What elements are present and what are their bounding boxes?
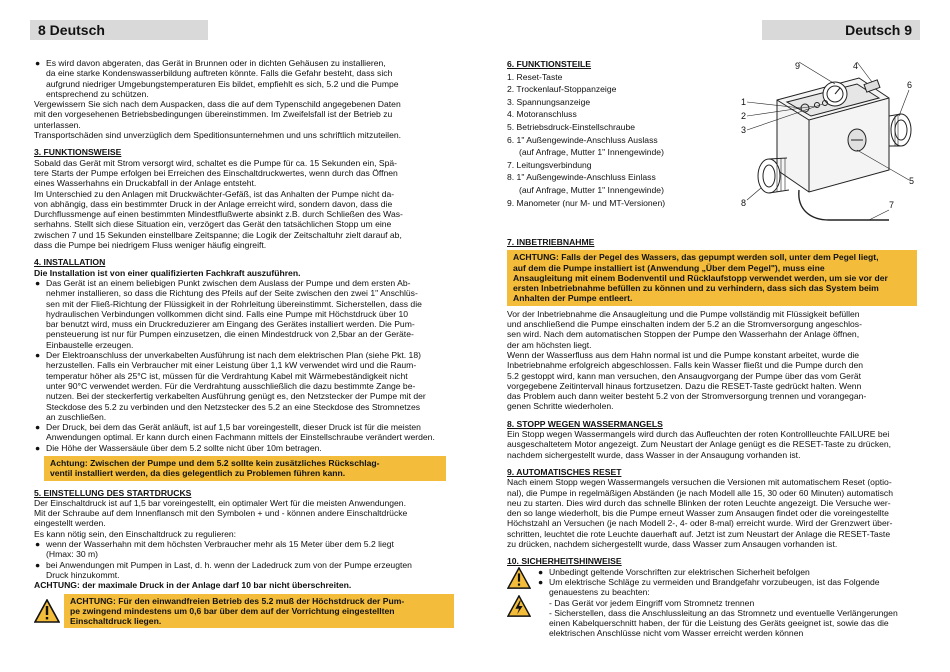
installation-bullet (34, 422, 454, 443)
parts-item: 9. Manometer (nur M- und MT-Versionen) (507, 197, 666, 208)
right-column (507, 58, 917, 639)
intro-bullet-line: aufgrund niedriger Umgebungstemperaturen Eis bildet, empfiehlt es sich, 5.2 und die Pumpe (46, 78, 399, 89)
bullet-line: hydraulischen Verbindungen vollkommen dicht sind. Falls eine Pumpe mit Höchstdruck über 10 (46, 308, 409, 319)
bullet-line: Steckdose des 5.2 zu verbinden und den Netzstecker des 5.2 an eine Steckdose des Stromnetzes (46, 401, 421, 412)
installation-bullet (34, 278, 454, 350)
parts-item: (auf Anfrage, Mutter 1" Innengewinde) (519, 147, 664, 158)
section-line: neu zu starten. Dies wird durch das schnelle Blinken der roten Leuchte angezeigt. Die Versuche wer- (507, 497, 891, 508)
installation-bullet (34, 443, 454, 453)
diagram-label-4: 4 (853, 61, 859, 71)
bullet-line: an zuschließen. (46, 411, 107, 422)
parts-list (507, 58, 732, 209)
section-line: serhahns. Stellt sich diese Situation ein, verzögert das Gerät den tatsächlichen Stopp um eine (34, 219, 392, 230)
bullet-line: bei Anwendungen mit Pumpen in Last, d. h. wenn der Ladedruck zum von der Pumpe erzeugten (46, 559, 412, 570)
bullet-icon: ● (35, 350, 41, 361)
left-column (34, 58, 454, 631)
section-line: Wenn der Wasserfluss aus dem Hahn normal ist und die Pumpe konstant arbeitet, wurde die (507, 349, 860, 360)
bullet-line: (Hmax: 30 m) (46, 549, 99, 560)
section-line: den so lange wiederholt, bis die Pumpe erneut Wasser zum Ansaugen findet oder die voreingestellte (507, 508, 889, 519)
warning-line: Einschaltdruck liegen. (70, 616, 162, 627)
bullet-line: temperatur höher als 25°C ist, müssen für die Verdrahtung Kabel mit Wärmebeständigkeit nicht (46, 370, 408, 381)
warning-triangle-icon (507, 567, 531, 589)
warning-row-hoechstdruck (34, 594, 454, 629)
warning-box-pegel (507, 250, 917, 305)
diagram-label-5: 5 (909, 176, 915, 186)
bullet-icon: ● (35, 539, 41, 550)
section-line: Nach einem Stopp wegen Wassermangels versuchen die Versionen mit automatischem Reset (optio- (507, 477, 892, 488)
installation-bullet (34, 350, 454, 422)
section-title-funktionsweise: 3. FUNKTIONSWEISE (34, 147, 122, 158)
electric-hazard-icon (507, 595, 531, 617)
bullet-icon: ● (35, 58, 41, 68)
bullet-line: Druck hinzukommt. (46, 569, 120, 580)
safety-icons (507, 567, 537, 639)
intro-line: unterlassen. (34, 119, 81, 130)
section-line: Der Einschaltdruck ist auf 1,5 bar voreingestellt, ein optimaler Wert für die meisten Anwendungen. (34, 497, 406, 508)
section-line: genen Schritte wiederholen. (507, 401, 614, 412)
bullet-line: pensteuerung ist nur für Pumpen einzusetzen, die einen Mindestdruck von 2,5bar an der Geräte- (46, 329, 414, 340)
warning-line: pe zwingend mindestens um 0,6 bar über dem auf der Vorrichtung eingestellten (70, 605, 395, 616)
warning-line: Achtung: Zwischen der Pumpe und dem 5.2 sollte kein zusätzliches Rückschlag- (50, 457, 380, 468)
bullet-line: Um elektrische Schläge zu vermeiden und Brandgefahr vorzubeugen, ist das Folgende (549, 576, 880, 587)
intro-line: Transportschäden sind unverzüglich dem Speditionsunternehmen und uns schriftlich mitzuteilen. (34, 130, 402, 141)
warning-line: ACHTUNG: Für den einwandfreien Betrieb des 5.2 muß der Höchstdruck der Pum- (70, 595, 405, 606)
section-line: und anschließend die Pumpe einschalten indem der 5.2 an die Stromversorgung angeschlos- (507, 319, 862, 330)
parts-item: 8. 1" Außengewinde-Anschluss Einlass (507, 172, 656, 183)
warning-line: ventil installiert werden, da dies gelegentlich zu Problemen führen kann. (50, 468, 346, 479)
warning-line: Ansaugleitung mit einem Bodenventil und Rücklaufstopp verwendet werden, um sie vor der (513, 272, 888, 283)
startdruck-bullet (34, 539, 454, 560)
parts-item: 3. Spannungsanzeige (507, 96, 591, 107)
section-title-inbetriebnahme: 7. INBETRIEBNAHME (507, 237, 595, 247)
section-line: das Problem auch dann weiter besteht 5.2 von der Stromversorgung trennen und vorangegan- (507, 391, 867, 402)
warning-line: auf dem die Pumpe installiert ist (Anwendung „Über dem Pegel"), muss eine (513, 262, 825, 273)
bullet-line: bar benutzt wird, muss ein Druckreduzierer am Eingang des Gerätes installiert werden. Die Pum- (46, 319, 415, 330)
diagram-label-7: 7 (889, 200, 895, 210)
section-title-sicherheit: 10. SICHERHEITSHINWEISE (507, 556, 622, 567)
section-line: Sobald das Gerät mit Strom versorgt wird, schaltet es die Pumpe für ca. 15 Sekunden ein, Spä- (34, 157, 398, 168)
intro-bullet-line: Es wird davon abgeraten, das Gerät in Brunnen oder in dichten Gehäusen zu installieren, (46, 58, 386, 68)
bullet-icon: ● (35, 277, 41, 288)
diagram-label-6: 6 (907, 80, 913, 90)
installation-subtitle: Die Installation ist von einer qualifizierten Fachkraft auszuführen. (34, 267, 301, 278)
section-line: zwischen 7 und 15 Sekunden einstellbare Zeitspanne; die Logik der Zeitschaltuhr zielt darauf ab, (34, 229, 402, 240)
bullet-icon: ● (35, 442, 41, 453)
section-line: 5.2 gestoppt wird, kann man versuchen, den Ansaugvorgang der Pumpe über das vom Gerät (507, 370, 861, 381)
safety-bullet (537, 577, 917, 598)
dash-line: elektrischen Anschlüsse nicht vom Wasser erreicht werden können (549, 628, 804, 639)
section-line: vorgegebene Zeitintervall hinaus fortzusetzen. Dazu die RESET-Taste gedrückt halten. Wenn (507, 380, 862, 391)
bullet-line: sen mit der Fließ-Richtung der Flüssigkeit in der Rohrleitung übereinstimmt. Sicherstellen, dass die (46, 298, 422, 309)
section-title-reset: 9. AUTOMATISCHES RESET (507, 466, 622, 477)
section-line: nachdem sichergestellt wurde, dass Wasser in der Ansaugung vorhanden ist. (507, 449, 801, 460)
left-page-header: 8 Deutsch (30, 20, 208, 40)
parts-item: 7. Leitungsverbindung (507, 159, 592, 170)
right-page (475, 0, 950, 672)
diagram-label-2: 2 (741, 111, 747, 121)
sicherheit-text (537, 567, 917, 639)
section-line: Durchflussmenge auf einen bestimmten Mindestflußwerte absinkt z.B. durch Schließen des Was- (34, 209, 403, 220)
section-line: Es kann nötig sein, den Einschaltdruck zu regulieren: (34, 528, 237, 539)
intro-bullet-line: entsprechend zu schützen. (46, 88, 149, 99)
bullet-line: unter 90°C verwendet werden. Für die Verdrahtung ausschließlich die dazu bestimmte Zange be- (46, 380, 416, 391)
section-line: eingestellt werden. (34, 518, 106, 529)
section-line: Höchstzahl an Versuchen (je nach Modell 2-, 4- oder 8-mal) erreicht wurde. Wird der Grenzwert über- (507, 518, 893, 529)
bullet-line: Unbedingt geltende Vorschriften zur elektrischen Sicherheit befolgen (549, 566, 810, 577)
section-line: sen wird. Nach dem automatischen Stoppen der Pumpe den Wasserhahn der Anlage öffnen, (507, 329, 860, 340)
diagram-label-8: 8 (741, 198, 747, 208)
bullet-icon: ● (35, 559, 41, 570)
bullet-line: Der Druck, bei dem das Gerät anläuft, ist auf 1,5 bar voreingestellt, dieser Druck ist für die meisten (46, 422, 421, 433)
warning-box-rueckschlagventil (44, 456, 446, 481)
warning-triangle-icon (34, 599, 60, 623)
parts-item: 5. Betriebsdruck-Einstellschraube (507, 121, 636, 132)
dash-line: - Das Gerät vor jedem Eingriff vom Stromnetz trennen (549, 597, 755, 608)
bullet-icon: ● (538, 566, 544, 577)
section-line: tere Starts der Pumpe erfolgen bei Erreichen des Einschaltdruckwertes, wenn durch das Öffnen (34, 167, 398, 178)
intro-line: mit den vorgesehenen Betriebsbedingungen übereinstimmen. Im Zweifelsfall ist der Betrieb zu (34, 109, 393, 120)
startdruck-bullet (34, 560, 454, 581)
parts-item: 6. 1" Außengewinde-Anschluss Auslass (507, 134, 658, 145)
intro-bullet-line: da eine starke Kondenswasserbildung auftreten könnte. Falls die Gefahr besteht, dass sich (46, 68, 393, 79)
dash-line: einen Kabelquerschnitt haben, der für die Leistung des Geräts geeignet ist, sowie das die (549, 618, 889, 629)
dash-line: - Sicherstellen, dass die Anschlussleitung an das Stromnetz und eventuelle Verlängerungen (549, 607, 898, 618)
bullet-line: Das Gerät ist an einem beliebigen Punkt zwischen dem Auslass der Pumpe und dem ersten Ab- (46, 277, 411, 288)
diagram-label-3: 3 (741, 125, 747, 135)
bullet-line: genauestens zu beachten: (549, 587, 650, 598)
diagram-label-1: 1 (741, 97, 747, 107)
bullet-line: Einbaustelle erzeugen. (46, 339, 134, 350)
bullet-line: nehmer installieren, so dass die Richtung des Pfeils auf der Seite zwischen den zwei 1" Anschlüs- (46, 288, 418, 299)
section-line: der am höchsten liegt. (507, 339, 592, 350)
section-title-funktionsteile: 6. FUNKTIONSTEILE (507, 59, 592, 69)
bullet-line: herzustellen. Falls ein Verbraucher mit einer Leistung über 1,1 kW verwendet wird und die Raum- (46, 360, 417, 371)
funktionsteile-block (507, 58, 917, 230)
bullet-icon: ● (538, 576, 544, 587)
section-line: eines Wasserhahns ein Druckabfall in der Anlage entsteht. (34, 178, 257, 189)
section-line: von abhängig, dass ein bestimmter Druck in der Anlage erreicht wird, sondern davon, dass die (34, 198, 393, 209)
bullet-line: nutzen. Bei der steckerfertig verkabelten Ausführung genügt es, den Netzstecker der Pumpe mit der (46, 391, 426, 402)
bullet-line: wenn der Wasserhahn mit dem höchsten Verbraucher mehr als 15 Meter über dem 5.2 liegt (46, 539, 394, 550)
warning-box-hoechstdruck (64, 594, 454, 629)
section-title-installation: 4. INSTALLATION (34, 257, 106, 268)
warning-line: ACHTUNG: Falls der Pegel des Wassers, das gepumpt werden soll, unter dem Pegel liegt, (513, 252, 879, 263)
bullet-line: Anwendungen optimal. Er kann durch einen Fachmann mittels der Einstellschraube verändert werden. (46, 432, 435, 443)
sicherheit-block (507, 567, 917, 639)
parts-item: 2. Trockenlauf-Stoppanzeige (507, 84, 617, 95)
parts-item: 4. Motoranschluss (507, 109, 577, 120)
section-title-stopp: 8. STOPP WEGEN WASSERMANGELS (507, 418, 663, 429)
warning-line: ersten Inbetriebnahme befüllen zu können und zu verhindern, dass sich das System beim (513, 283, 879, 294)
section-line: Vor der Inbetriebnahme die Ansaugleitung und die Pumpe vollständig mit Flüssigkeit befüllen (507, 308, 860, 319)
section-line: schritten, leuchtet die rote Leuchte dauerhaft auf. Jetzt ist zum Neustart der Anlage die RESET-Taste (507, 528, 891, 539)
max-pressure-note: ACHTUNG: der maximale Druck in der Anlage darf 10 bar nicht überschreiten. (34, 580, 352, 591)
intro-line: Vergewissern Sie sich nach dem Auspacken, dass die auf dem Typenschild angegebenen Daten (34, 99, 401, 110)
section-line: Mit der Schraube auf dem Innenflansch mit den Symbolen + und - können andere Einschaltdrücke (34, 508, 408, 519)
section-line: Im Unterschied zu den Anlagen mit Druckwächter-Gefäß, ist das Anhalten der Pumpe nicht da- (34, 188, 395, 199)
section-line: ausgeschaltetem Motor angezeigt. Zum Neustart der Anlage genügt es die RESET-Taste zu drücken, (507, 439, 892, 450)
right-page-header: Deutsch 9 (762, 20, 920, 40)
section-line: zu drücken, nachdem sichergestellt wurde, dass Wasser zum Ansaugen vorhanden ist. (507, 539, 838, 550)
intro-bullet (34, 58, 454, 99)
section-line: Ein Stopp wegen Wassermangels wird durch das Aufleuchten der roten Kontrollleuchte FAILURE bei (507, 429, 890, 440)
section-line: Inbetriebnahme erfolgreich abgeschlossen. Falls kein Wasser fließt und die Pumpe durch den (507, 360, 864, 371)
parts-item: (auf Anfrage, Mutter 1" Innengewinde) (519, 184, 664, 195)
safety-bullet (537, 567, 917, 577)
pump-controller-diagram (739, 60, 917, 228)
section-line: dass die Pumpe bei niedrigem Fluss weniger häufig eingreift. (34, 240, 267, 251)
warning-line: Anhalten der Pumpe entleert. (513, 293, 633, 304)
bullet-line: Die Höhe der Wassersäule über dem 5.2 sollte nicht über 10m betragen. (46, 442, 322, 453)
bullet-line: Der Elektroanschluss der unverkabelten Ausführung ist nach dem elektrischen Plan (siehe Pkt. 18) (46, 350, 421, 361)
bullet-icon: ● (35, 422, 41, 433)
parts-item: 1. Reset-Taste (507, 71, 563, 82)
section-title-startdruck: 5. EINSTELLUNG DES STARTDRUCKS (34, 487, 192, 498)
section-line: nal), die Pumpe in regelmäßigen Abständen (je nach Modell alle 15, 30 oder 60 Minuten) automatisch (507, 487, 893, 498)
diagram-label-9: 9 (795, 61, 801, 71)
